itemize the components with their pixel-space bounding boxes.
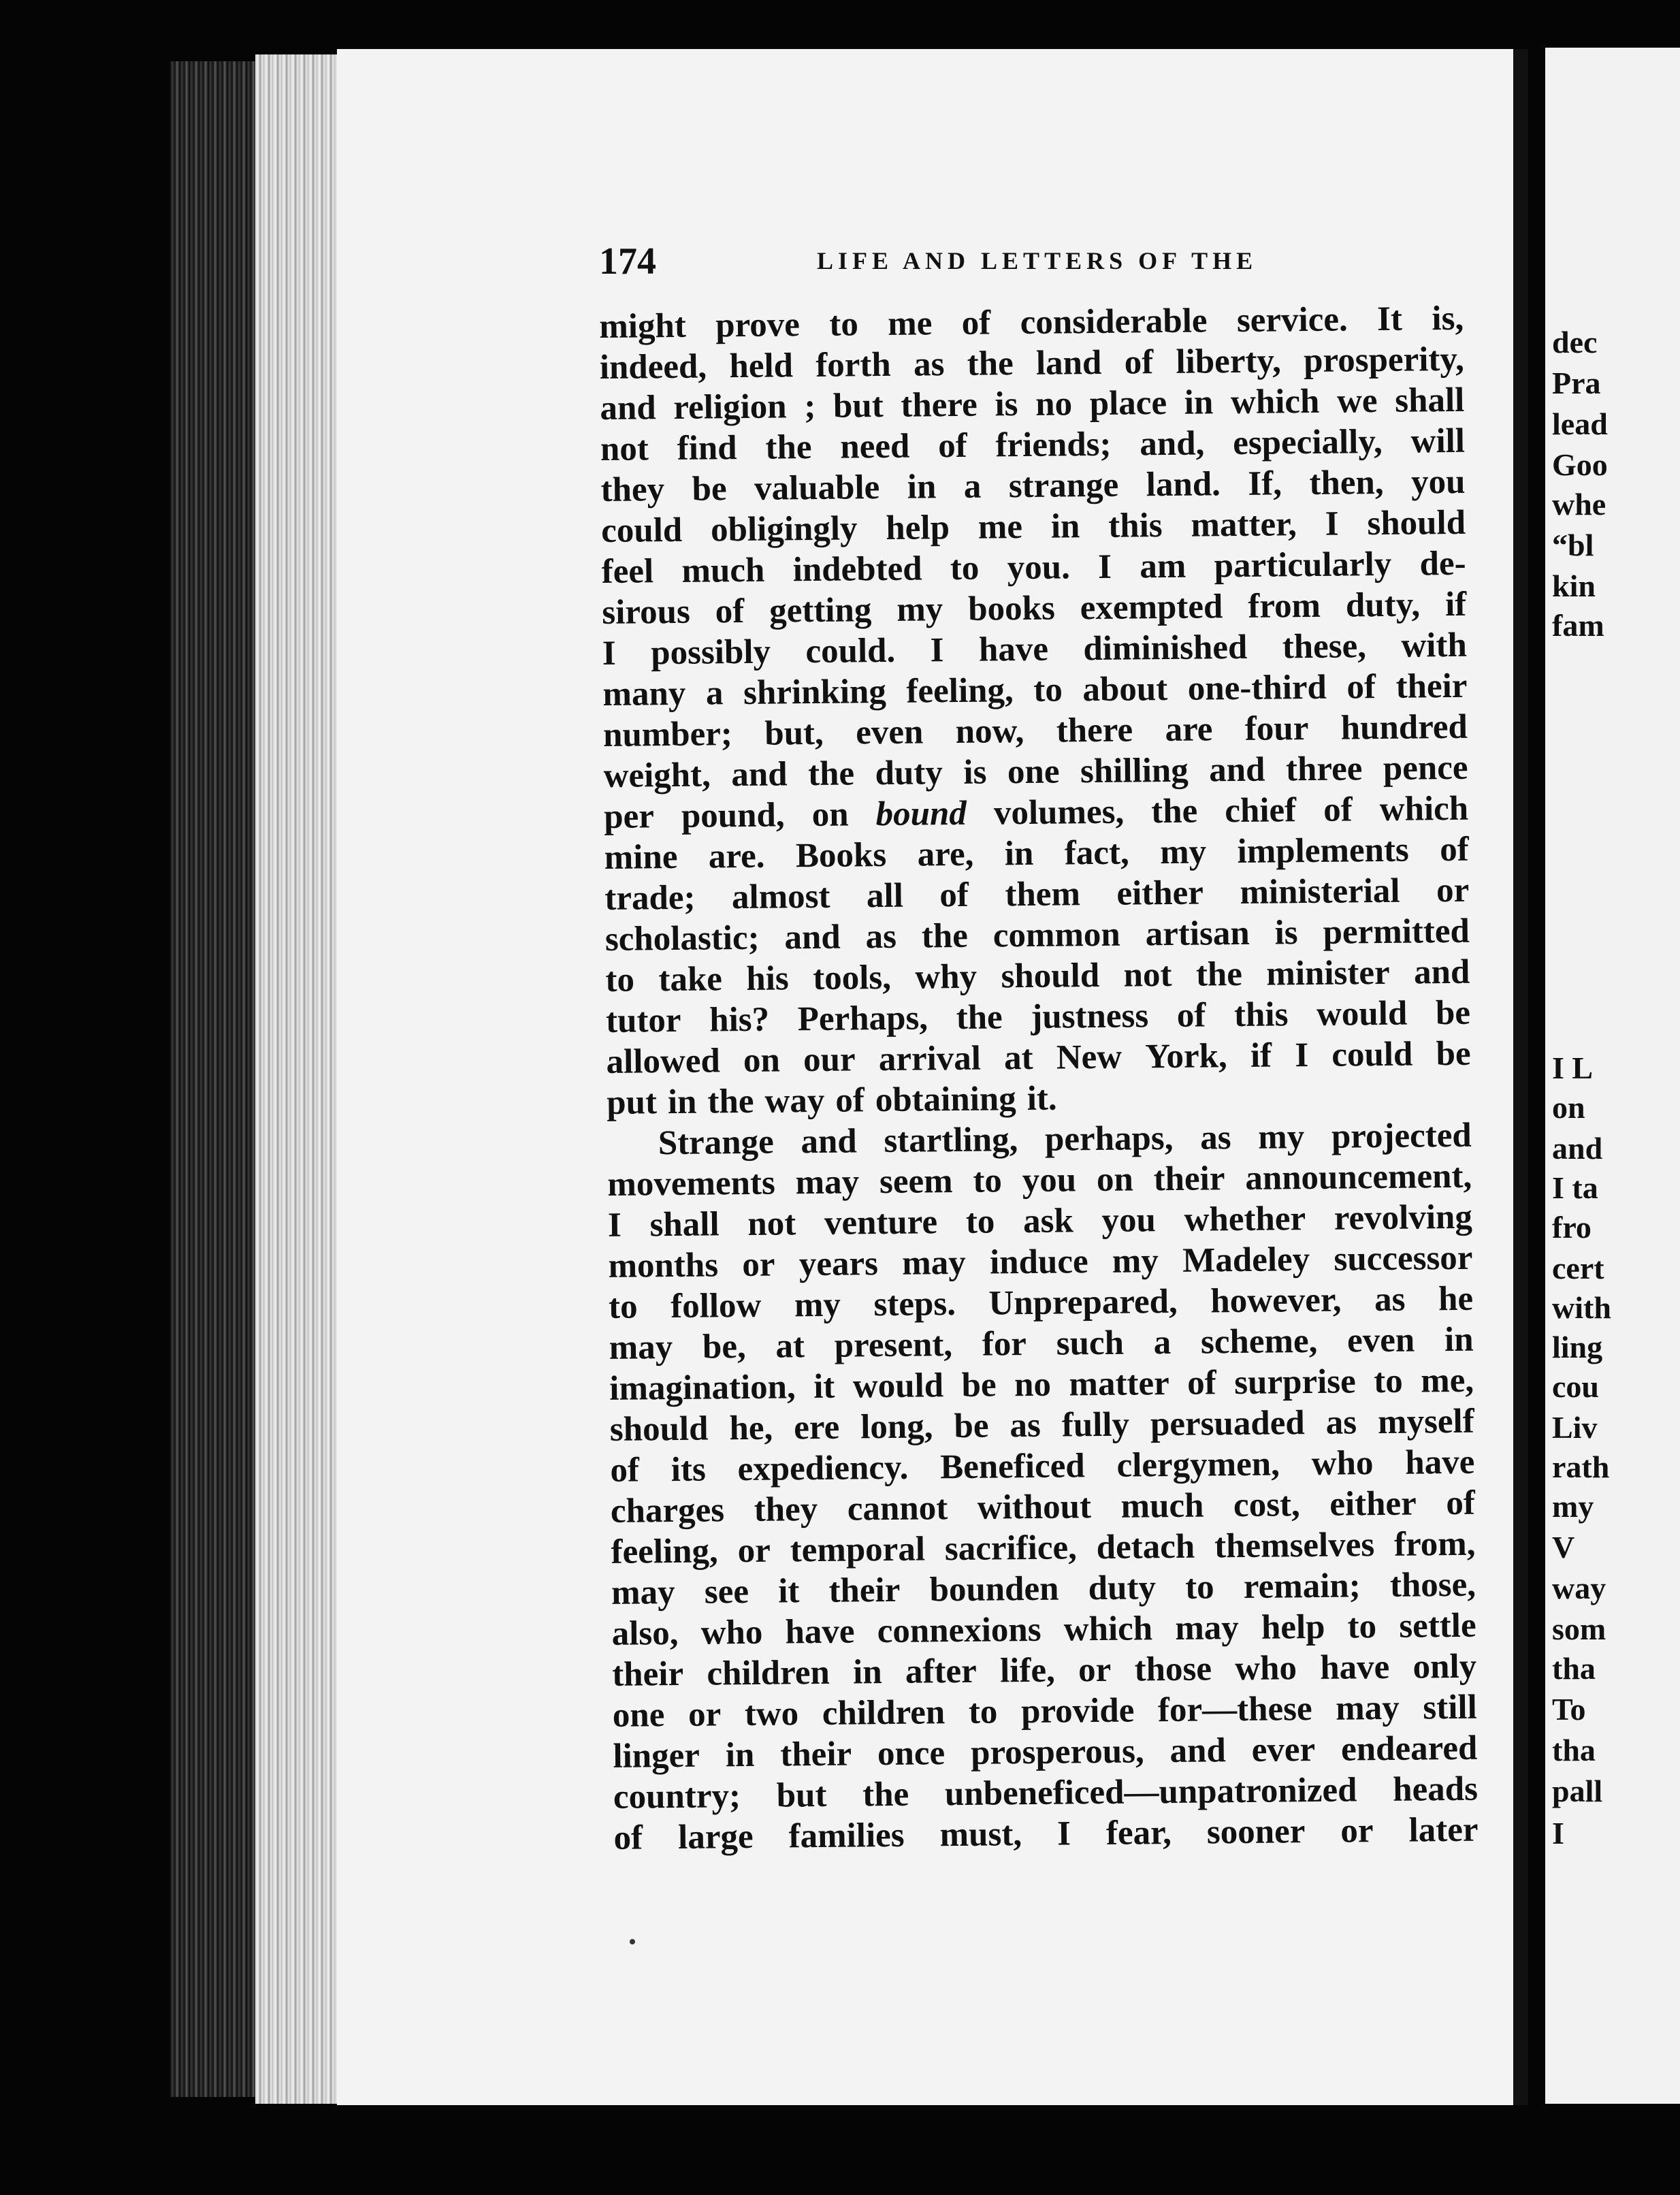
next-page-text-fragment: pall — [1552, 1774, 1603, 1808]
next-page-text-fragment: dec — [1552, 325, 1598, 359]
next-page-text-fragment: I ta — [1552, 1170, 1598, 1205]
text-line: I shall not venture to ask you whether revolving — [607, 1198, 1473, 1245]
next-page-text-fragment: cert — [1552, 1251, 1604, 1285]
text-line: I possibly could. I have diminished these, with — [602, 626, 1468, 673]
next-page-text-fragment: tha — [1552, 1651, 1596, 1686]
next-page-text-fragment: with — [1552, 1290, 1611, 1325]
text-line: indeed, held forth as the land of liberty, prosperity, — [599, 340, 1465, 387]
text-line: imagination, it would be no matter of surprise to me, — [609, 1361, 1474, 1408]
text-line: feeling, or temporal sacrifice, detach themselves from, — [611, 1524, 1476, 1571]
text-line: of its expediency. Beneficed clergymen, who have — [610, 1443, 1475, 1490]
next-page-text-fragment: fam — [1552, 608, 1604, 643]
text-line: number; but, even now, there are four hundred — [602, 707, 1468, 754]
text-line: trade; almost all of them either ministerial or — [604, 871, 1470, 918]
text-line: and religion ; but there is no place in which we shall — [600, 381, 1465, 428]
next-page-text-fragment: my — [1552, 1489, 1594, 1524]
text-line: also, who have connexions which may help to settle — [611, 1606, 1476, 1653]
text-line: movements may seem to you on their announcement, — [607, 1157, 1472, 1204]
next-page-text-fragment: To — [1552, 1692, 1586, 1727]
text-line: weight, and the duty is one shilling and three pence — [603, 748, 1468, 795]
next-page-text-fragment: som — [1552, 1612, 1606, 1646]
ink-speck — [630, 1939, 635, 1944]
text-line: they be valuable in a strange land. If, then, you — [600, 462, 1466, 509]
text-line: feel much indebted to you. I am particularly de- — [601, 544, 1466, 591]
next-page-text-fragment: Pra — [1552, 366, 1601, 400]
next-page-text-fragment: Goo — [1552, 447, 1608, 482]
text-line: may see it their bounden duty to remain; those, — [611, 1565, 1476, 1612]
text-line: mine are. Books are, in fact, my implements of — [604, 830, 1469, 877]
text-line: country; but the unbeneficed—unpatronized heads — [613, 1769, 1479, 1816]
text-line: months or years may induce my Madeley successor — [608, 1238, 1473, 1285]
text-line: many a shrinking feeling, to about one-third of their — [602, 667, 1468, 714]
next-page-text-fragment: rath — [1552, 1449, 1610, 1484]
next-page-text-fragment: way — [1552, 1571, 1606, 1605]
text-line: charges they cannot without much cost, either of — [610, 1484, 1476, 1531]
text-line: might prove to me of considerable service. It is, — [599, 299, 1464, 346]
text-line: their children in after life, or those who have only — [612, 1647, 1477, 1694]
text-line: one or two children to provide for—these may still — [612, 1688, 1478, 1735]
next-page-text-fragment: whe — [1552, 487, 1606, 522]
text-line: Strange and startling, perhaps, as my projected — [658, 1116, 1472, 1163]
text-line: should he, ere long, be as fully persuaded as myself — [609, 1402, 1474, 1449]
next-page-text-fragment: Liv — [1552, 1410, 1598, 1445]
page-number: 174 — [599, 240, 656, 283]
next-page-text-fragment: kin — [1552, 568, 1596, 603]
running-head: LIFE AND LETTERS OF THE — [817, 247, 1258, 274]
text-line: tutor his? Perhaps, the justness of this would be — [605, 993, 1471, 1040]
text-line: linger in their once prosperous, and ever endeared — [613, 1729, 1478, 1776]
next-page-text-fragment: I L — [1552, 1051, 1594, 1085]
next-page-text-fragment: tha — [1552, 1733, 1596, 1767]
next-page-text-fragment: cou — [1552, 1369, 1599, 1404]
text-line: per pound, on bound volumes, the chief of which — [603, 789, 1469, 836]
text-line: could obligingly help me in this matter, I should — [600, 503, 1466, 550]
next-page-text-fragment: “bl — [1552, 528, 1594, 562]
page-edges — [255, 54, 344, 2104]
next-page-text-fragment: lead — [1552, 406, 1608, 441]
text-line: sirous of getting my books exempted from duty, if — [602, 585, 1467, 632]
next-page-text-fragment: ling — [1552, 1330, 1603, 1364]
next-page-text-fragment: fro — [1552, 1210, 1592, 1245]
text-line: put in the way of obtaining it. — [606, 1079, 1057, 1122]
next-page-text-fragment: on — [1552, 1090, 1585, 1125]
text-line: to follow my steps. Unprepared, however, as he — [608, 1279, 1474, 1326]
next-page-text-fragment: V — [1552, 1530, 1575, 1565]
next-page-text-fragment: I — [1552, 1816, 1564, 1850]
text-line: may be, at present, for such a scheme, even in — [609, 1320, 1474, 1367]
text-line: allowed on our arrival at New York, if I could be — [606, 1034, 1471, 1081]
text-line: to take his tools, why should not the minister and — [605, 952, 1470, 999]
body-text — [599, 298, 1479, 1859]
text-line: not find the need of friends; and, especially, will — [600, 421, 1466, 468]
text-line: scholastic; and as the common artisan is permitted — [604, 912, 1470, 959]
text-line: of large families must, I fear, sooner or later — [613, 1810, 1479, 1857]
next-page-fragment — [1545, 48, 1680, 2104]
next-page-text-fragment: and — [1552, 1131, 1603, 1166]
